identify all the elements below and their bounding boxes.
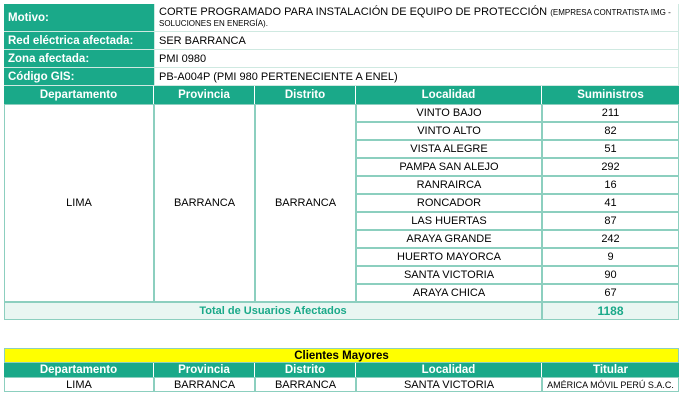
cm-col-distrito: Distrito — [255, 363, 356, 377]
affected-header-row — [4, 86, 679, 104]
gis-label: Código GIS: — [4, 68, 154, 86]
col-distrito: Distrito — [255, 86, 356, 104]
cell-localidad: RANRAIRCA — [356, 176, 542, 194]
spacer — [4, 320, 679, 348]
red-value: SER BARRANCA — [154, 32, 679, 50]
motivo-text: CORTE PROGRAMADO PARA INSTALACIÓN DE EQUIPO DE PROTECCIÓN — [159, 5, 548, 18]
clientes-title-row — [4, 348, 679, 363]
total-label: Total de Usuarios Afectados — [4, 302, 542, 320]
cm-col-titular: Titular — [542, 363, 679, 377]
clientes-table — [4, 348, 679, 392]
cell-localidad: LAS HUERTAS — [356, 212, 542, 230]
cell-departamento: LIMA — [4, 377, 154, 392]
outage-notice — [4, 4, 679, 392]
cell-localidad: HUERTO MAYORCA — [356, 248, 542, 266]
clientes-title: Clientes Mayores — [4, 348, 679, 363]
cell-provincia: BARRANCA — [154, 104, 255, 302]
gis-row — [4, 68, 679, 86]
cell-distrito: BARRANCA — [255, 104, 356, 302]
cell-suministros: 16 — [542, 176, 679, 194]
motivo-value — [154, 4, 679, 32]
zona-row — [4, 50, 679, 68]
cell-suministros: 41 — [542, 194, 679, 212]
cell-suministros: 9 — [542, 248, 679, 266]
cell-suministros: 211 — [542, 104, 679, 122]
cell-suministros: 292 — [542, 158, 679, 176]
affected-body — [4, 104, 679, 302]
cell-suministros: 87 — [542, 212, 679, 230]
affected-table — [4, 86, 679, 320]
gis-value: PB-A004P (PMI 980 PERTENECIENTE A ENEL) — [154, 68, 679, 86]
info-table — [4, 4, 679, 86]
col-provincia: Provincia — [154, 86, 255, 104]
motivo-extra: (EMPRESA CONTRATISTA IMG - SOLUCIONES EN ENERGÍA). — [159, 7, 671, 28]
cell-suministros: 51 — [542, 140, 679, 158]
col-localidad: Localidad — [356, 86, 542, 104]
clientes-body — [4, 377, 679, 392]
cell-localidad: SANTA VICTORIA — [356, 266, 542, 284]
cell-suministros: 67 — [542, 284, 679, 302]
clientes-header-row — [4, 363, 679, 377]
table-row — [4, 377, 679, 392]
zona-value: PMI 0980 — [154, 50, 679, 68]
zona-label: Zona afectada: — [4, 50, 154, 68]
red-row — [4, 32, 679, 50]
motivo-label: Motivo: — [4, 4, 154, 32]
cell-suministros: 90 — [542, 266, 679, 284]
cell-departamento: LIMA — [4, 104, 154, 302]
red-label: Red eléctrica afectada: — [4, 32, 154, 50]
cm-col-departamento: Departamento — [4, 363, 154, 377]
total-row — [4, 302, 679, 320]
cell-distrito: BARRANCA — [255, 377, 356, 392]
table-row — [4, 104, 679, 122]
col-suministros: Suministros — [542, 86, 679, 104]
cell-localidad: ARAYA CHICA — [356, 284, 542, 302]
cell-localidad: VINTO ALTO — [356, 122, 542, 140]
cell-titular: AMÉRICA MÓVIL PERÚ S.A.C. — [542, 377, 679, 392]
cell-localidad: ARAYA GRANDE — [356, 230, 542, 248]
cell-localidad: SANTA VICTORIA — [356, 377, 542, 392]
cell-provincia: BARRANCA — [154, 377, 255, 392]
cell-suministros: 242 — [542, 230, 679, 248]
cm-col-provincia: Provincia — [154, 363, 255, 377]
cell-suministros: 82 — [542, 122, 679, 140]
cm-col-localidad: Localidad — [356, 363, 542, 377]
motivo-row — [4, 4, 679, 32]
cell-localidad: VISTA ALEGRE — [356, 140, 542, 158]
col-departamento: Departamento — [4, 86, 154, 104]
cell-localidad: VINTO BAJO — [356, 104, 542, 122]
cell-localidad: PAMPA SAN ALEJO — [356, 158, 542, 176]
cell-localidad: RONCADOR — [356, 194, 542, 212]
total-value: 1188 — [542, 302, 679, 320]
